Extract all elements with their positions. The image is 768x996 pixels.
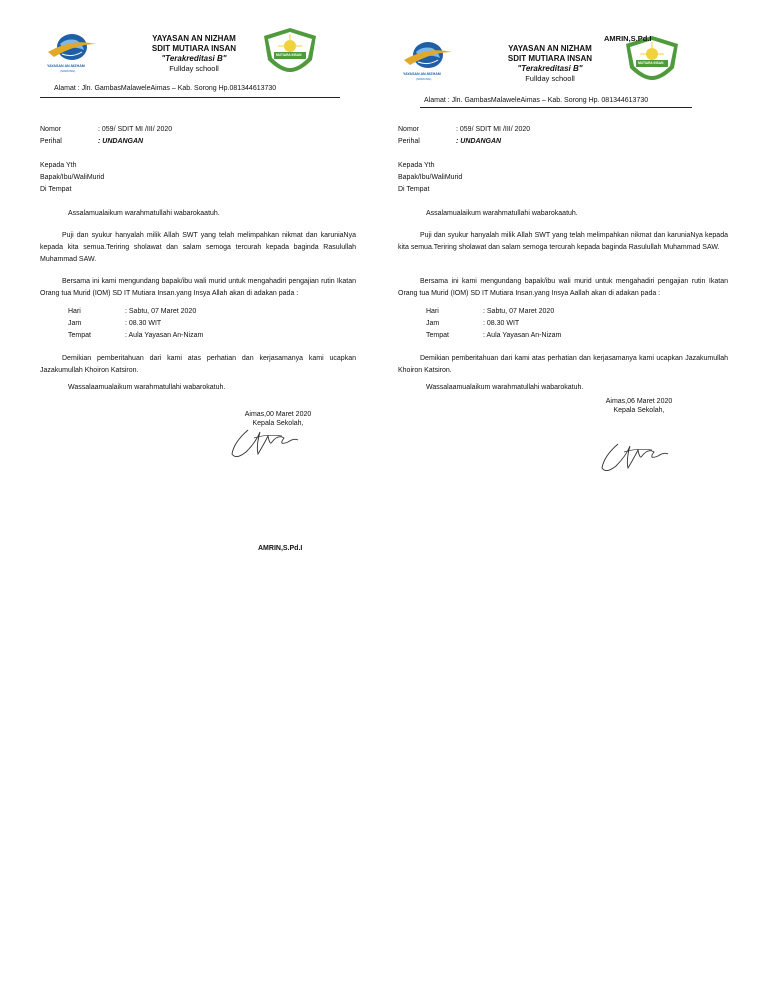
- signature-title: Kepala Sekolah,: [252, 420, 304, 427]
- nomor-label: Nomor: [40, 126, 62, 133]
- principal-name-top: AMRIN,S.Pd.I: [604, 34, 652, 43]
- globe-logo-subcaption: (SORONG): [60, 69, 76, 73]
- detail-value-time: : 08.30 WIT: [125, 320, 162, 327]
- globe-logo-caption: YAYASAN AN-NIZHAM: [403, 72, 441, 76]
- handwritten-signature-icon: [596, 438, 674, 476]
- school-name: SDIT MUTIARA INSAN: [151, 44, 237, 53]
- detail-value-place: : Aula Yayasan An-Nizam: [483, 332, 562, 339]
- recipient-line: Kepada Yth: [40, 162, 77, 169]
- address: Alamat : Jln. GambasMalaweleAimas – Kab. Sorong Hp.081344613730: [54, 85, 277, 92]
- header-rule: [420, 107, 692, 108]
- program: Fullday schooll: [525, 74, 575, 83]
- nomor-value: : 059/ SDIT MI /III/ 2020: [98, 126, 173, 133]
- detail-label-time: Jam: [68, 320, 82, 327]
- perihal-value: : UNDANGAN: [456, 138, 502, 145]
- signature-place-date: Aimas,06 Maret 2020: [605, 398, 673, 405]
- recipient-line: Di Tempat: [398, 186, 430, 193]
- header-rule: [40, 97, 340, 98]
- greeting: Assalamualaikum warahmatullahi wabarokaatuh.: [68, 210, 220, 217]
- detail-value-time: : 08.30 WIT: [483, 320, 520, 327]
- recipient-line: Bapak/Ibu/WaliMurid: [398, 174, 463, 181]
- perihal-value: : UNDANGAN: [98, 138, 144, 145]
- detail-label-day: Hari: [426, 308, 439, 315]
- detail-value-day: : Sabtu, 07 Maret 2020: [125, 308, 197, 315]
- nomor-label: Nomor: [398, 126, 420, 133]
- signature-title: Kepala Sekolah,: [613, 407, 665, 414]
- detail-label-time: Jam: [426, 320, 440, 327]
- invitation-paragraph: Bersama ini kami mengundang bapak/ibu wali murid untuk mengahadiri pengajian rutin Ikatan Orang tua Murid (IOM) SD IT Mutiara Insan.yang Insya Aallah akan di adakan pada :: [398, 278, 728, 297]
- detail-label-day: Hari: [68, 308, 81, 315]
- foundation-name: YAYASAN AN NIZHAM: [508, 44, 592, 53]
- recipient-line: Di Tempat: [40, 186, 72, 193]
- closing-salutation: Wassalaamualaikum warahmatullahi wabarokatuh.: [426, 384, 584, 391]
- nomor-value: : 059/ SDIT MI /III/ 2020: [456, 126, 531, 133]
- detail-label-place: Tempat: [426, 332, 449, 339]
- invitation-letter-right: [398, 0, 728, 600]
- opening-paragraph: Puji dan syukur hanyalah milik Allah SWT yang telah melimpahkan nikmat dan karuniaNya kepada kita semua.Teriring sholawat dan salam semoga tercurah kepada baginda Rasulullah Muhammad SAW.: [40, 232, 356, 263]
- closing-paragraph: Demikian pemberitahuan dari kami atas perhatian dan kerjasamanya kami ucapkan Jazakumullah Khoiron Katsiron.: [398, 355, 728, 374]
- detail-value-place: : Aula Yayasan An-Nizam: [125, 332, 204, 339]
- signature-place-date: Aimas,00 Maret 2020: [244, 411, 312, 418]
- foundation-name: YAYASAN AN NIZHAM: [152, 34, 236, 43]
- perihal-label: Perihal: [398, 138, 420, 145]
- handwritten-signature-icon: [226, 424, 304, 462]
- greeting: Assalamualaikum warahmatullahi wabarokaatuh.: [426, 210, 578, 217]
- perihal-label: Perihal: [40, 138, 62, 145]
- opening-paragraph: Puji dan syukur hanyalah milik Allah SWT yang telah melimpahkan nikmat dan karuniaNya kepada kita semua.Teriring sholawat dan salam semoga tercurah kepada baginda Rasulullah Muhammad SAW.: [398, 232, 728, 251]
- signature-block: [594, 397, 684, 415]
- program: Fullday schooll: [169, 64, 219, 73]
- letterhead: [486, 44, 614, 84]
- principal-name: AMRIN,S.Pd.I: [258, 545, 303, 552]
- school-badge-logo-icon: [260, 26, 320, 74]
- closing-paragraph: Demikian pemberitahuan dari kami atas perhatian dan kerjasamanya kami ucapkan Jazakumullah Khoiron Katsiron.: [40, 355, 356, 374]
- badge-logo-caption: MUTIARA INSAN: [276, 53, 302, 57]
- recipient-line: Kepada Yth: [398, 162, 435, 169]
- invitation-letter-left: [40, 0, 370, 600]
- detail-label-place: Tempat: [68, 332, 91, 339]
- recipient-line: Bapak/Ibu/WaliMurid: [40, 174, 105, 181]
- globe-logo-subcaption: (SORONG): [416, 77, 432, 81]
- letterhead: [130, 34, 258, 74]
- detail-value-day: : Sabtu, 07 Maret 2020: [483, 308, 555, 315]
- closing-salutation: Wassalaamualaikum warahmatullahi wabarokatuh.: [68, 384, 226, 391]
- invitation-paragraph: Bersama ini kami mengundang bapak/ibu wali murid untuk mengahadiri pengajian rutin Ikatan Orang tua Murid (IOM) SD IT Mutiara Insan.yang Insya Allah akan di adakan pada :: [40, 278, 356, 297]
- address: Alamat : Jln. GambasMalaweleAimas – Kab. Sorong Hp. 081344613730: [424, 97, 649, 104]
- school-name: SDIT MUTIARA INSAN: [507, 54, 593, 63]
- globe-logo-caption: YAYASAN AN-NIZHAM: [47, 64, 85, 68]
- accreditation: "Terakreditasi B": [161, 54, 227, 63]
- badge-logo-caption: MUTIARA INSAN: [638, 61, 664, 65]
- accreditation: "Terakreditasi B": [517, 64, 583, 73]
